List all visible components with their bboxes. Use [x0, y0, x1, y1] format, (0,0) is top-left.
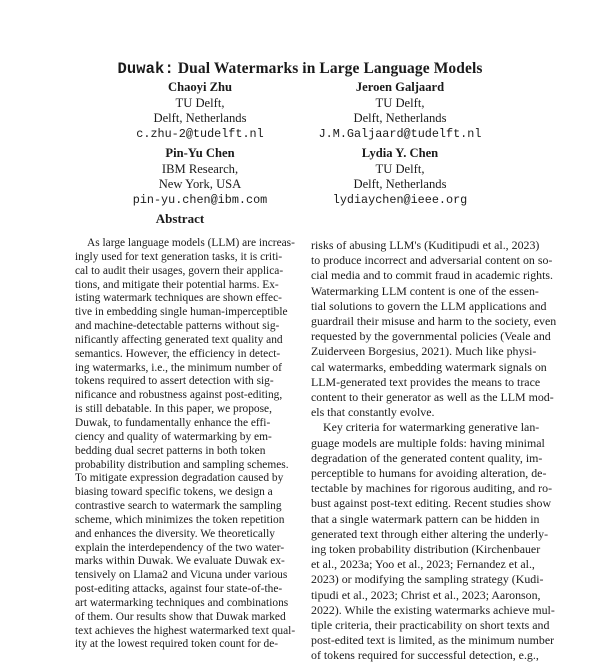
abstract-line: semantics. However, the efficiency in detect-: [75, 347, 281, 360]
abstract-line: of them. Our results show that Duwak marked: [75, 610, 286, 623]
author-name: Pin-Yu Chen: [165, 146, 235, 160]
author-email[interactable]: pin-yu.chen@ibm.com: [132, 192, 268, 207]
body-line: perceptible to humans for avoiding alteration, de-: [311, 466, 547, 481]
abstract-line: biasing toward specific tokens, we design a: [75, 486, 273, 499]
abstract-heading: Abstract: [155, 211, 205, 226]
author-affiliation: IBM Research,: [161, 161, 239, 176]
author-affiliation: TU Delft,: [375, 95, 425, 110]
body-line: post-edited text is limited, as the minimum number: [311, 633, 555, 648]
abstract-line: and enhances the diversity. We theoretically: [75, 527, 275, 540]
body-line: guardrail their misuse and harm to the society, even: [311, 314, 557, 329]
body-line: that a single watermark pattern can be hidden in: [311, 511, 540, 526]
abstract-line: post-editing attacks, against four state-of-the-: [75, 583, 283, 596]
title-system-name: Duwak:: [117, 60, 174, 78]
author-email[interactable]: lydiaychen@ieee.org: [332, 192, 468, 207]
body-line: tial solutions to govern the LLM applications and: [311, 298, 547, 313]
abstract-line: and machine-detectable patterns without sig-: [75, 320, 280, 333]
abstract-line: nificance and robustness against post-editing,: [75, 389, 283, 402]
abstract-line: tions, and mitigate their potential harms. Ex-: [75, 278, 279, 291]
body-line: degradation of the generated content quality, im-: [311, 450, 543, 465]
author-affiliation: TU Delft,: [375, 161, 425, 176]
author-location: New York, USA: [158, 177, 242, 191]
author-affiliation: TU Delft,: [175, 95, 225, 110]
abstract-line: bedding dual secret patterns in both token: [75, 444, 266, 457]
body-line: 2023) or modifying the sampling strategy (Kudi-: [311, 572, 544, 587]
author-location: Delft, Netherlands: [353, 177, 447, 191]
abstract-line: explain the interdependency of the two water-: [75, 541, 285, 554]
abstract-line: marks within Duwak. We evaluate Duwak ex-: [75, 555, 285, 568]
body-line: Key criteria for watermarking generative lan-: [323, 420, 540, 435]
abstract-line: tive in embedding single human-imperceptible: [75, 306, 288, 319]
author-name: Jeroen Galjaard: [355, 80, 445, 94]
author-email[interactable]: J.M.Galjaard@tudelft.nl: [318, 126, 482, 141]
abstract-line: ciency and quality of watermarking by em-: [75, 430, 272, 443]
body-line: content to their generator as well as the LLM mod-: [311, 390, 554, 405]
abstract-line: To mitigate expression degradation caused by: [75, 472, 284, 485]
abstract-line: ing watermarks, i.e., the minimum number of: [75, 361, 282, 374]
body-line: els that constantly evolve.: [311, 405, 435, 420]
abstract-line: isting watermark techniques are shown effec-: [75, 292, 282, 305]
author-block-2: [280, 80, 520, 142]
body-line: ing token probability distribution (Kirchenbauer: [311, 542, 541, 557]
abstract-line: text achieves the highest watermarked text qual-: [75, 624, 296, 637]
paper-title: [0, 60, 600, 78]
abstract-line: ingly used for text generation tasks, it is criti-: [75, 250, 283, 263]
body-line: requested by the governmental policies (Veale and: [311, 329, 551, 344]
abstract-line: tokens required to assert detection with sig-: [75, 375, 274, 388]
abstract-line: contrastive search to watermark the sampling: [75, 500, 282, 513]
abstract-line: cal to audit their usages, govern their applica-: [75, 264, 284, 277]
author-name: Chaoyi Zhu: [167, 80, 233, 94]
author-location: Delft, Netherlands: [153, 111, 247, 125]
body-line: tipudi et al., 2023; Christ et al., 2023; Aaronson,: [311, 587, 541, 602]
author-location: Delft, Netherlands: [353, 111, 447, 125]
abstract-line: As large language models (LLM) are increas-: [87, 237, 295, 249]
body-line: tectable by machines for rigorous auditing, and ro-: [311, 481, 553, 496]
author-block-4: [280, 146, 520, 208]
body-line: LLM-generated text provides the means to trace: [311, 374, 541, 389]
title-text: Dual Watermarks in Large Language Models: [173, 60, 483, 77]
abstract-line: Duwak, to fundamentally enhance the effi-: [75, 416, 271, 429]
author-email[interactable]: c.zhu-2@tudelft.nl: [136, 126, 264, 141]
author-name: Lydia Y. Chen: [361, 146, 439, 160]
abstract-line: probability distribution and sampling schemes.: [75, 458, 289, 471]
body-line: Zuiderveen Borgesius, 2021). Much like physi-: [311, 344, 537, 359]
body-line: generated text through either altering the underly-: [311, 526, 549, 541]
body-line: risks of abusing LLM's (Kuditipudi et al., 2023): [311, 238, 540, 252]
body-line: cal watermarks, embedding watermark signals on: [311, 359, 547, 374]
body-line: et al., 2023a; Yoo et al., 2023; Fernandez et al.,: [311, 557, 535, 572]
abstract-line: scheme, which minimizes the token repetition: [75, 513, 285, 526]
abstract-line: tensively on Llama2 and Vicuna under various: [75, 569, 288, 582]
body-line: 2022). While the existing watermarks achieve mul-: [311, 602, 555, 617]
abstract-line: art watermarking techniques and combinations: [75, 596, 289, 609]
body-line: tiple criteria, their practicability on short texts and: [311, 618, 550, 633]
abstract-line: ity at the lowest required token count for de-: [75, 638, 279, 651]
abstract-line: is still debatable. In this paper, we propose,: [75, 403, 272, 416]
body-line: guage models are multiple folds: having minimal: [311, 435, 545, 450]
body-line: bust against post-text editing. Recent studies show: [311, 496, 552, 511]
abstract-text: [75, 237, 296, 652]
body-line: cial media and to commit fraud in academic rights.: [311, 268, 554, 283]
body-line: Watermarking LLM content is one of the essen-: [311, 283, 539, 298]
abstract-line: nificantly affecting generated text quality and: [75, 333, 283, 346]
body-line: of tokens required for successful detection, e.g.,: [311, 648, 539, 663]
body-line: to produce incorrect and adversarial content on so-: [311, 253, 553, 268]
